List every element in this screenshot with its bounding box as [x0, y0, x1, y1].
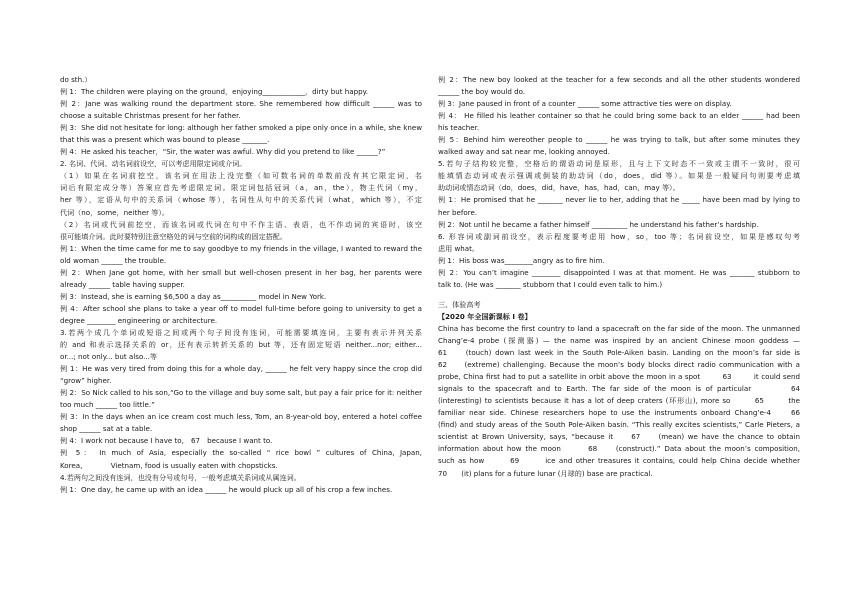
text-line: his teacher. — [438, 123, 480, 133]
text-line: 例 4：After school she plans to take a year off to model full-time before going to university to get a — [60, 303, 422, 313]
text-line: her 等），定语从句中的关系词（whose 等），名词性从句中的关系代词（what，which 等），不定 — [60, 195, 422, 205]
text-line: choose a suitable Christmas present for her father. — [60, 111, 241, 121]
text-line: 4.若两句之间没有连词，也没有分号或句号，一般考虑填关系词或从属连词。 — [60, 472, 301, 482]
text-line: 例 2：Jane was walking round the department store. She remembered how difficult ______ was to — [60, 99, 422, 109]
text-line: probe, China first had to put a satellite in orbit above the moon in a spot 63 it could send — [438, 372, 800, 382]
text-line: 例 5： In much of Asia, especially the so-called “ rice bowl ” cultures of China, Japan, — [60, 448, 422, 458]
text-line: （2）名词或代词前挖空，而该名词或代词在句中不作主语、表语，也不作动词的宾语时，该空 — [60, 219, 422, 229]
text-line: Korea, Vietnam, food is usually eaten with chopsticks. — [60, 460, 278, 470]
text-line: 例 4：I work not because I have to, 67 because I want to. — [60, 436, 273, 446]
text-line: 3.若两个成几个单词或短语之间或两个句子间没有连词，可能需要填连词，主要有表示并列关系 — [60, 327, 422, 337]
text-line: 助动词或情态动词（do，does，did，have，has，had，can，may 等）。 — [438, 183, 680, 193]
text-line: old woman ______ the trouble. — [60, 255, 167, 265]
text-line: 例 4： He filled his leather container so that he could bring some back to an elder ______ had been — [438, 111, 800, 121]
text-line: 例 5：Behind him wereother people to ______ he was trying to talk, but after some minutes they — [438, 135, 800, 145]
text-line: 例 1：When the time came for me to say goodbye to my friends in the village, I wanted to reward the — [60, 243, 422, 253]
text-line: 6. 形容词或副词前设空，表示程度要考虑用 how，so，too 等；名词前设空，如果是感叹句考 — [438, 231, 800, 241]
text-line: that this was a present which was bound to please _______. — [60, 135, 270, 145]
text-line: 例 2：When Jane got home, with her small but well-chosen present in her bag, her parents were — [60, 267, 422, 277]
text-line: 2. 名词、代词、动名词前设空，可以考虑用限定词或介词。 — [60, 159, 247, 169]
exam-source-heading: 【2020 年全国新课标 I 卷】 — [438, 311, 532, 321]
text-line: degree ________ engineering or architecture. — [60, 315, 218, 325]
text-line: do sth.） — [60, 75, 92, 84]
text-line: scientist at Brown University, says, “because it 67 (mean) we have the chance to obtain — [438, 432, 800, 442]
cloze-passage — [438, 323, 800, 480]
text-line: 例 3：She did not hesitate for long: although her father smoked a pipe only once in a while, she knew — [60, 123, 422, 133]
text-line: 虑用 what。 — [438, 243, 479, 253]
text-line: 例 2：So Nick called to his son,“Go to the village and buy some salt, but pay a fair price for it: neither — [60, 388, 422, 398]
text-line: shop ______ sat at a table. — [60, 424, 153, 434]
text-line: familiar near side. Chinese researchers hope to use the instruments onboard Chang’e-4 66 — [438, 408, 800, 418]
section-gap — [438, 291, 800, 299]
text-line: such as how 69 ice and other treasures it contains, could help China decide whether — [438, 456, 800, 466]
right-column-exercises — [438, 74, 800, 291]
text-line: 70 (it) plans for a future lunar (月球的) base are practical. — [438, 468, 653, 478]
text-line: 很可能填介词。此时要特别注意空格处的词与空前的词构成的固定搭配。 — [60, 231, 287, 241]
text-line: (interesting) to scientists because it has a lot of deep craters (环形山), more so 65 the — [438, 396, 800, 406]
text-line: 例 1：His boss was________angry as to fire him. — [438, 255, 605, 265]
text-line: signals to the spacecraft and to Earth. The far side of the moon is of particular 64 — [438, 384, 800, 394]
text-line: walked away and sat near me, looking annoyed. — [438, 147, 610, 157]
text-line: 例 2：You can’t imagine ________ disappointed I was at that moment. He was _______ stubborn to — [438, 267, 800, 277]
section-title: 三、体验高考 — [438, 299, 481, 309]
text-line: （1）如果在名词前挖空，该名词在用法上没完整（如可数名词的单数前没有其它限定词，名 — [60, 171, 422, 181]
text-line: 例 1：One day, he came up with an idea ______ he would pluck up all of his crop a few inches. — [60, 484, 393, 494]
text-line: 61 (touch) down last week in the South Pole-Aiken basin. Landing on the moon’s far side is — [438, 348, 800, 358]
text-line: 例 1：He promised that he _______ never lie to her, adding that he _____ have been mad by lying to — [438, 195, 800, 205]
text-line: 词后有限定成分等）答案应首先考虑限定词。限定词包括冠词（a，an，the），物主代词（my， — [60, 183, 422, 193]
text-line: 例 2：Not until he became a father himself __________ he understand his father’s hardship. — [438, 219, 759, 229]
text-line: 例 1：He was very tired from doing this for a whole day, ______ he felt very happy since the crop did — [60, 364, 422, 374]
text-line: 5.若句子结构较完整，空格后的谓语动词是原形，且与上下文时态不一致或主谓不一致时，很可 — [438, 159, 800, 169]
text-line: 例 2：The new boy looked at the teacher for a few seconds and all the other students wondered — [438, 75, 800, 84]
text-line: Chang’e-4 probe (探测器) — the name was inspired by an ancient Chinese moon goddess — — [438, 335, 800, 345]
text-line: already ______ table having supper. — [60, 279, 185, 289]
text-line: too much ______ too little.” — [60, 400, 155, 410]
text-line: ______ the boy would do. — [438, 87, 526, 97]
text-line: talk to. (He was _______ stubborn that I could even talk to him.) — [438, 279, 663, 289]
text-line: (find) and study areas of the South Pole-Aiken basin. “This really excites scientists,” Carle Pieters, a — [438, 420, 800, 430]
text-line: 例 4：He asked his teacher，“Sir, the water was awful. Why did you pretend to like ______?” — [60, 147, 386, 157]
text-line: China has become the first country to land a spacecraft on the far side of the moon. The unmanned — [438, 323, 800, 333]
text-line: 能填情态动词或表示强调或倒装的助动词（do，does，did 等）。如果是一般疑问句则要考虑填 — [438, 171, 800, 181]
left-column — [60, 74, 422, 496]
text-line: her before. — [438, 207, 478, 217]
right-column — [438, 74, 800, 480]
text-line: “grow” higher. — [60, 376, 112, 386]
text-line: 62 (extreme) challenging. Because the moon’s body blocks direct radio communication with a — [438, 360, 800, 370]
text-line: 例 3：In the days when an ice cream cost much less, Tom, an 8-year-old boy, entered a hotel coffee — [60, 412, 422, 422]
text-line: 例 1：The children were playing on the ground，enjoying____________，dirty but happy. — [60, 87, 369, 97]
text-line: 代词（no，some，neither 等）。 — [60, 207, 169, 217]
text-line: 例 3：Instead, she is earning $6,500 a day as__________ model in New York. — [60, 291, 327, 301]
text-line: 例 3：Jane paused in front of a counter ______ some attractive ties were on display. — [438, 99, 732, 109]
text-line: 的 and 和表示选择关系的 or，还有表示转折关系的 but 等，还有固定短语 neither...nor; either... — [60, 340, 422, 350]
text-line: or...; not only... but also...等 — [60, 352, 158, 362]
text-line: information about how the moon 68 (construct).” Data about the moon’s composition, — [438, 444, 800, 454]
